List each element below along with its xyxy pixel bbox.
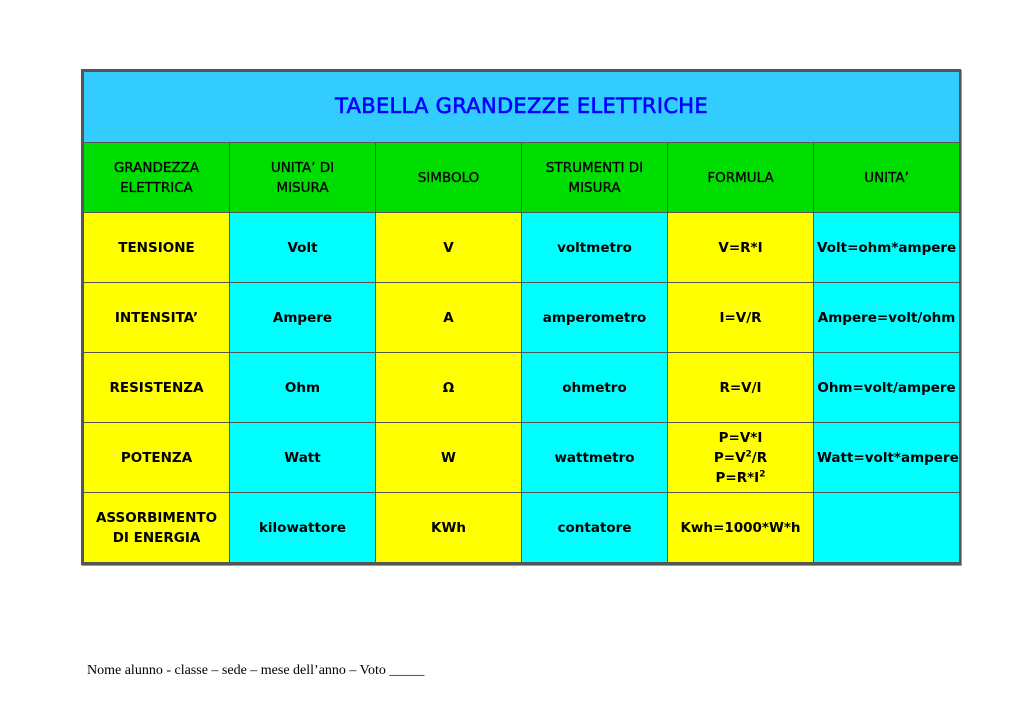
cell-formula bbox=[668, 423, 814, 493]
electrical-quantities-table bbox=[83, 71, 960, 563]
header-unita-line: UNITA’ bbox=[864, 169, 909, 186]
header-strumenti-line: MISURA bbox=[568, 179, 621, 196]
header-simbolo bbox=[376, 143, 522, 213]
table-title-cell bbox=[84, 72, 960, 143]
cell-unita-misura: Volt bbox=[230, 213, 376, 283]
cell-unita: Volt=ohm*ampere bbox=[814, 213, 960, 283]
cell-formula bbox=[668, 213, 814, 283]
student-info-footer: Nome alunno - classe – sede – mese dell’anno – Voto _____ bbox=[87, 663, 425, 678]
table-row bbox=[84, 353, 960, 423]
cell-strumento: wattmetro bbox=[522, 423, 668, 493]
cell-grandezza bbox=[84, 493, 230, 563]
electrical-quantities-table-frame bbox=[81, 69, 961, 565]
formula-line: V=R*I bbox=[718, 239, 763, 256]
header-simbolo-line: SIMBOLO bbox=[417, 169, 480, 186]
table-row bbox=[84, 213, 960, 283]
formula-line: Kwh=1000*W*h bbox=[680, 519, 801, 536]
cell-strumento: contatore bbox=[522, 493, 668, 563]
cell-unita-misura: Watt bbox=[230, 423, 376, 493]
cell-grandezza bbox=[84, 283, 230, 353]
grandezza-line: ASSORBIMENTO bbox=[95, 509, 218, 526]
header-unita-misura bbox=[230, 143, 376, 213]
grandezza-line: INTENSITA’ bbox=[114, 309, 199, 326]
cell-grandezza bbox=[84, 423, 230, 493]
cell-unita bbox=[814, 493, 960, 563]
table-row bbox=[84, 493, 960, 563]
cell-simbolo: A bbox=[376, 283, 522, 353]
header-row bbox=[84, 143, 960, 213]
formula-line: P=V*I bbox=[718, 429, 763, 446]
cell-strumento: voltmetro bbox=[522, 213, 668, 283]
header-grandezza-line: ELETTRICA bbox=[120, 179, 193, 196]
cell-strumento: amperometro bbox=[522, 283, 668, 353]
header-unita-misura-line: UNITA’ DI bbox=[270, 159, 335, 176]
cell-simbolo: Ω bbox=[376, 353, 522, 423]
formula-line: R=V/I bbox=[719, 379, 762, 396]
header-grandezza-line: GRANDEZZA bbox=[113, 159, 200, 176]
header-strumenti bbox=[522, 143, 668, 213]
cell-formula bbox=[668, 283, 814, 353]
header-grandezza bbox=[84, 143, 230, 213]
formula-line: I=V/R bbox=[719, 309, 762, 326]
header-strumenti-line: STRUMENTI DI bbox=[545, 159, 644, 176]
table-title: TABELLA GRANDEZZE ELETTRICHE bbox=[335, 93, 708, 118]
cell-formula bbox=[668, 353, 814, 423]
header-formula-line: FORMULA bbox=[707, 169, 774, 186]
cell-simbolo: W bbox=[376, 423, 522, 493]
cell-unita: Watt=volt*ampere bbox=[814, 423, 960, 493]
grandezza-line: RESISTENZA bbox=[109, 379, 204, 396]
cell-unita: Ohm=volt/ampere bbox=[814, 353, 960, 423]
grandezza-line: POTENZA bbox=[120, 449, 193, 466]
header-unita bbox=[814, 143, 960, 213]
grandezza-line: DI ENERGIA bbox=[112, 529, 201, 546]
cell-unita-misura: kilowattore bbox=[230, 493, 376, 563]
table-row bbox=[84, 423, 960, 493]
cell-grandezza bbox=[84, 353, 230, 423]
cell-strumento: ohmetro bbox=[522, 353, 668, 423]
header-formula bbox=[668, 143, 814, 213]
cell-unita-misura: Ampere bbox=[230, 283, 376, 353]
formula-line: $P=R*I^2$ bbox=[715, 469, 766, 486]
table-row bbox=[84, 283, 960, 353]
cell-unita: Ampere=volt/ohm bbox=[814, 283, 960, 353]
header-unita-misura-line: MISURA bbox=[276, 179, 329, 196]
grandezza-line: TENSIONE bbox=[118, 239, 195, 256]
cell-simbolo: V bbox=[376, 213, 522, 283]
cell-grandezza bbox=[84, 213, 230, 283]
cell-formula bbox=[668, 493, 814, 563]
cell-unita-misura: Ohm bbox=[230, 353, 376, 423]
formula-line: $P=V^2/R$ bbox=[713, 449, 768, 466]
cell-simbolo: KWh bbox=[376, 493, 522, 563]
